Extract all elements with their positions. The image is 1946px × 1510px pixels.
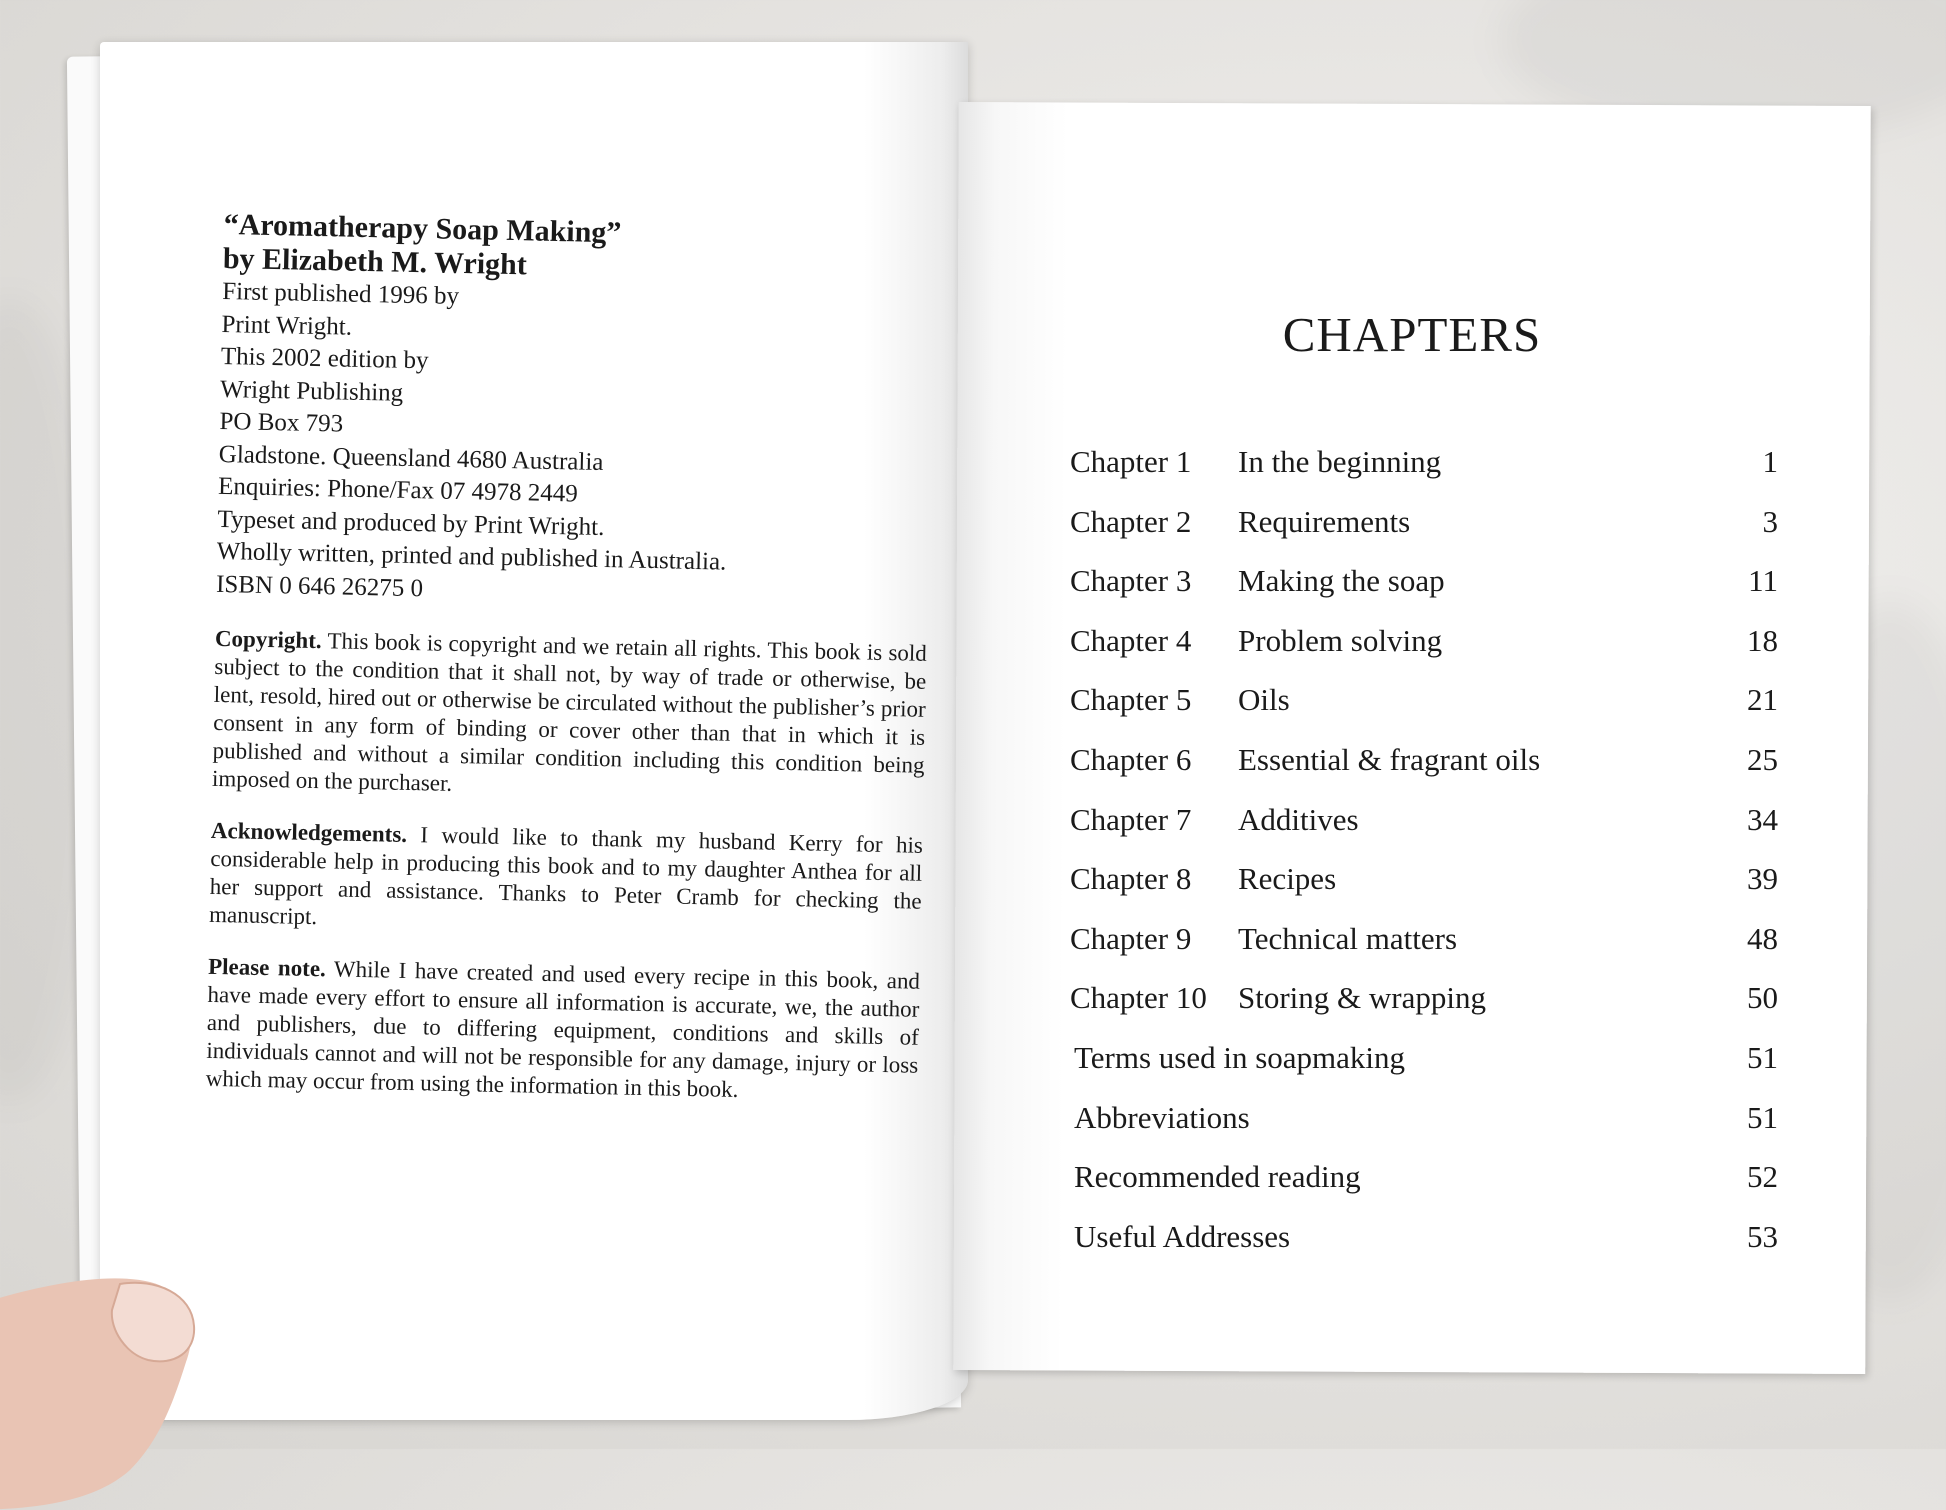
toc-section-title: Abbreviations xyxy=(1074,1099,1250,1135)
toc-page-number: 50 xyxy=(1747,980,1778,1016)
toc-chapter-title: Technical matters xyxy=(1238,920,1458,956)
toc-row xyxy=(1070,551,1778,611)
toc-page-number: 34 xyxy=(1747,801,1778,837)
toc-page-number: 53 xyxy=(1747,1218,1778,1254)
imprint-line: Wholly written, printed and published in Australia. xyxy=(216,537,727,576)
toc-page-number: 25 xyxy=(1747,741,1778,777)
toc-page-number: 1 xyxy=(1762,444,1778,479)
imprint-line: PO Box 793 xyxy=(219,407,344,438)
toc-chapter-number: Chapter 2 xyxy=(1070,503,1192,539)
toc-row xyxy=(1070,1207,1778,1267)
toc-page-number: 3 xyxy=(1762,503,1778,539)
toc-chapter-title: Recipes xyxy=(1238,861,1337,897)
book-title: “Aromatherapy Soap Making” xyxy=(223,208,622,250)
chapters-heading: CHAPTERS xyxy=(1282,307,1542,362)
toc-chapter-title: In the beginning xyxy=(1238,444,1442,479)
toc-chapter-number: Chapter 9 xyxy=(1070,920,1192,956)
toc-row xyxy=(1070,730,1778,790)
toc-row xyxy=(1070,611,1778,671)
toc-chapter-title: Storing & wrapping xyxy=(1238,980,1486,1016)
imprint-line: ISBN 0 646 26275 0 xyxy=(215,570,424,602)
toc-chapter-title: Requirements xyxy=(1238,503,1411,539)
toc-chapter-title: Problem solving xyxy=(1238,622,1443,658)
toc-chapter-number: Chapter 1 xyxy=(1070,444,1192,479)
toc-chapter-title: Oils xyxy=(1238,682,1290,718)
table-of-contents xyxy=(1070,432,1778,1266)
imprint-line: Print Wright. xyxy=(221,310,353,341)
imprint-line: Enquiries: Phone/Fax 07 4978 2449 xyxy=(217,472,579,508)
toc-section-title: Recommended reading xyxy=(1074,1159,1361,1195)
toc-row xyxy=(1070,670,1778,730)
toc-chapter-title: Making the soap xyxy=(1238,563,1445,599)
imprint-block xyxy=(205,208,943,1108)
toc-chapter-number: Chapter 10 xyxy=(1070,980,1207,1016)
toc-chapter-number: Chapter 4 xyxy=(1070,622,1192,658)
copyright-heading: Copyright. xyxy=(214,625,322,654)
imprint-line: Gladstone. Queensland 4680 Australia xyxy=(218,440,604,476)
acknowledgements-heading: Acknowledgements. xyxy=(210,817,408,847)
toc-page-number: 21 xyxy=(1747,682,1778,718)
toc-chapter-number: Chapter 8 xyxy=(1070,861,1192,897)
imprint-line: Wright Publishing xyxy=(219,375,404,407)
please-note-heading: Please note. xyxy=(207,953,327,982)
imprint-line: This 2002 edition by xyxy=(220,342,429,375)
please-note-paragraph xyxy=(205,953,920,1108)
copyright-paragraph xyxy=(212,625,927,808)
toc-row xyxy=(1070,1028,1778,1088)
toc-chapter-number: Chapter 6 xyxy=(1070,741,1192,777)
toc-page-number: 39 xyxy=(1747,861,1778,897)
book-author: by Elizabeth M. Wright xyxy=(222,241,528,282)
hand-holding-book xyxy=(0,1270,260,1510)
toc-page-number: 11 xyxy=(1748,563,1778,599)
toc-chapter-number: Chapter 7 xyxy=(1070,801,1192,837)
toc-chapter-title: Additives xyxy=(1238,801,1359,837)
imprint-line: First published 1996 by xyxy=(221,277,460,310)
toc-row xyxy=(1070,1088,1778,1148)
toc-page-number: 18 xyxy=(1747,622,1778,658)
toc-page-number: 51 xyxy=(1747,1099,1778,1135)
toc-chapter-number: Chapter 5 xyxy=(1070,682,1192,718)
toc-row xyxy=(1070,432,1778,492)
please-note-text: While I have created and used every recipe in this book, and have made every effort to ensure all information is accurate, we, the author and publishers, due to differing equipment, conditions and skills of individuals cannot and will not be responsible for any damage, injury or loss which may occur from using the information in this book. xyxy=(205,956,921,1102)
toc-row xyxy=(1070,1147,1778,1207)
toc-row xyxy=(1070,492,1778,552)
toc-chapter-title: Essential & fragrant oils xyxy=(1238,741,1541,777)
toc-section-title: Useful Addresses xyxy=(1074,1218,1291,1254)
toc-section-title: Terms used in soapmaking xyxy=(1074,1039,1406,1075)
toc-row xyxy=(1070,790,1778,850)
toc-row xyxy=(1070,849,1778,909)
copyright-text: This book is copyright and we retain all rights. This book is sold subject to the condition that it shall not, by way of trade or otherwise, be lent, resold, hired out or otherwise be circulated without the publisher’s prior consent in any form of binding or cover other than that in which it is published and without a similar condition including this condition being imposed on the purchaser. xyxy=(211,628,928,796)
toc-page-number: 48 xyxy=(1747,920,1778,956)
acknowledgements-text: I would like to thank my husband Kerry for his considerable help in producing this book and to my daughter Anthea for all her support and assistance. Thanks to Peter Cramb for checking the manuscript. xyxy=(208,822,924,930)
toc-row xyxy=(1070,909,1778,969)
toc-row xyxy=(1070,968,1778,1028)
imprint-line: Typeset and produced by Print Wright. xyxy=(217,505,605,541)
toc-page-number: 52 xyxy=(1747,1159,1778,1195)
toc-chapter-number: Chapter 3 xyxy=(1070,563,1192,599)
toc-page-number: 51 xyxy=(1747,1039,1778,1075)
acknowledgements-paragraph xyxy=(209,817,923,944)
